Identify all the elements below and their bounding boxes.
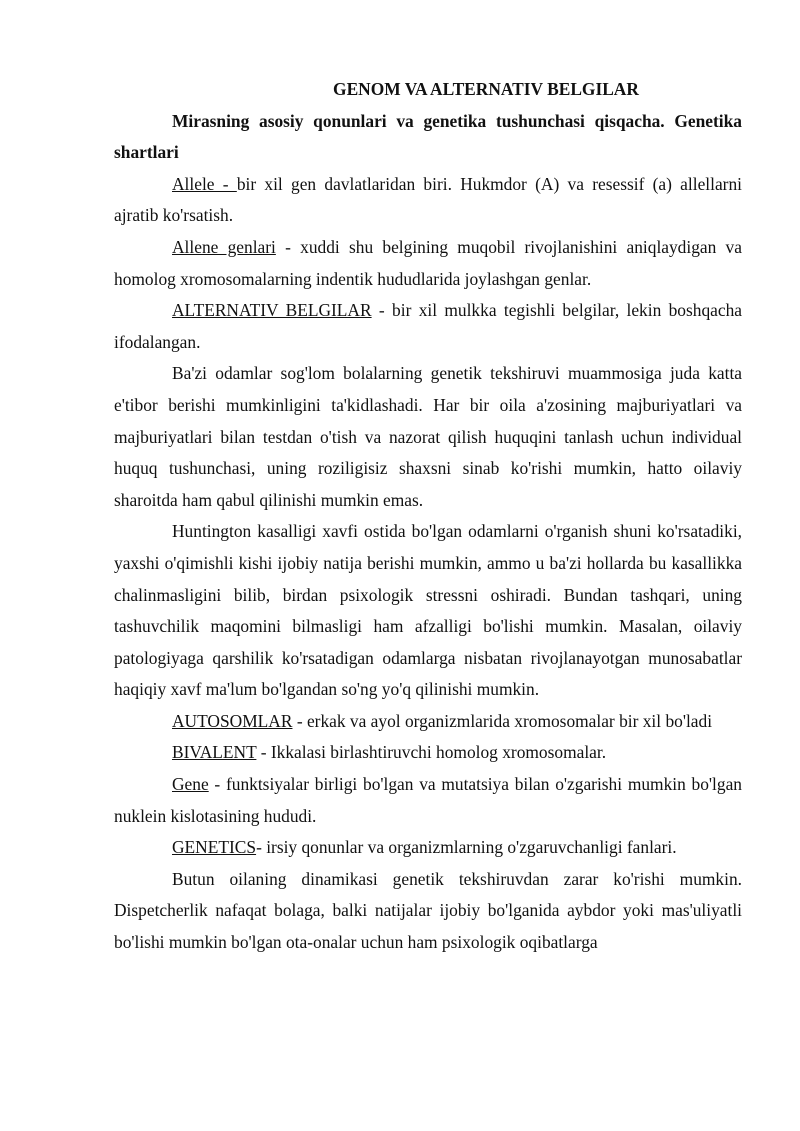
paragraph-alternativ-belgilar <box>114 295 742 358</box>
document-page <box>114 74 742 959</box>
term-alternativ-belgilar: ALTERNATIV BELGILAR <box>172 300 372 321</box>
paragraph-autosomlar <box>114 706 742 738</box>
term-bivalent: BIVALENT <box>172 742 257 763</box>
term-autosomlar: AUTOSOMLAR <box>172 710 293 731</box>
paragraph-allene-genlari <box>114 232 742 295</box>
definition-allele: bir xil gen davlatlaridan biri. Hukmdor (A) va resessif (a) allellarni ajratib ko'rsatish. <box>114 173 742 226</box>
paragraph-gene <box>114 769 742 832</box>
definition-gene: - funktsiyalar birligi bo'lgan va mutatsiya bilan o'zgarishi mumkin bo'lgan nuklein kislotasining hududi. <box>114 774 742 826</box>
term-allele: Allele - <box>172 173 237 194</box>
paragraph-genetic-testing: Ba'zi odamlar sog'lom bolalarning genetik tekshiruvi muammosiga juda katta e'tibor berishi mumkinligini ta'kidlashadi. Har bir oila a'zosining majburiyatlari va majburiyatlari bilan testdan o'tish va nazorat qilish huquqini tanlash uchun individual huquq tushunchasi, uning roziligisiz shaxsni sinab ko'rishi mumkin, hatto oilaviy sharoitda ham qabul qilinishi mumkin emas. <box>114 363 742 510</box>
document-title: GENOM VA ALTERNATIV BELGILAR <box>333 79 639 99</box>
definition-genetics: - irsiy qonunlar va organizmlarning o'zgaruvchanligi fanlari. <box>256 837 677 858</box>
term-genetics: GENETICS <box>172 837 257 858</box>
definition-autosomlar: - erkak va ayol organizmlarida xromosomalar bir xil bo'ladi <box>292 710 713 731</box>
definition-allene-genlari: - xuddi shu belgining muqobil rivojlanishini aniqlaydigan va homolog xromosomalarning indentik hududlarida joylashgan genlar. <box>114 236 742 289</box>
definition-alternativ-belgilar: - bir xil mulkka tegishli belgilar, lekin boshqacha ifodalangan. <box>114 300 742 352</box>
term-gene: Gene <box>172 774 209 795</box>
paragraph-family-dynamics: Butun oilaning dinamikasi genetik tekshiruvdan zarar ko'rishi mumkin. Dispetcherlik nafaqat bolaga, balki natijalar ijobiy bo'lganida aybdor yoki mas'uliyatli bo'lishi mumkin bo'lgan ota-onalar uchun ham psixologik oqibatlarga <box>114 868 742 953</box>
paragraph-huntington: Huntington kasalligi xavfi ostida bo'lgan odamlarni o'rganish shuni ko'rsatadiki, yaxshi o'qimishli kishi ijobiy natija berishi mumkin, ammo u ba'zi hollarda bu kasallikka chalinmasligini bilib, birdan psixologik stressni oshiradi. Bundan tashqari, uning tashuvchilik maqomini bilmasligi ham afzalligi bo'lishi mumkin. Masalan, oilaviy patologiyaga qarshilik ko'rsatadigan odamlarga nisbatan rivojlanayotgan munosabatlar haqiqiy xavf ma'lum bo'lgandan so'ng yo'q qilinishi mumkin. <box>114 521 742 700</box>
paragraph-allele <box>114 169 742 232</box>
definition-bivalent: - Ikkalasi birlashtiruvchi homolog xromosomalar. <box>256 742 607 763</box>
term-allene-genlari: Allene genlari <box>172 236 276 257</box>
section-heading: Mirasning asosiy qonunlari va genetika tushunchasi qisqacha. Genetika shartlari <box>114 110 742 163</box>
paragraph-genetics <box>114 832 742 864</box>
paragraph-bivalent <box>114 737 742 769</box>
